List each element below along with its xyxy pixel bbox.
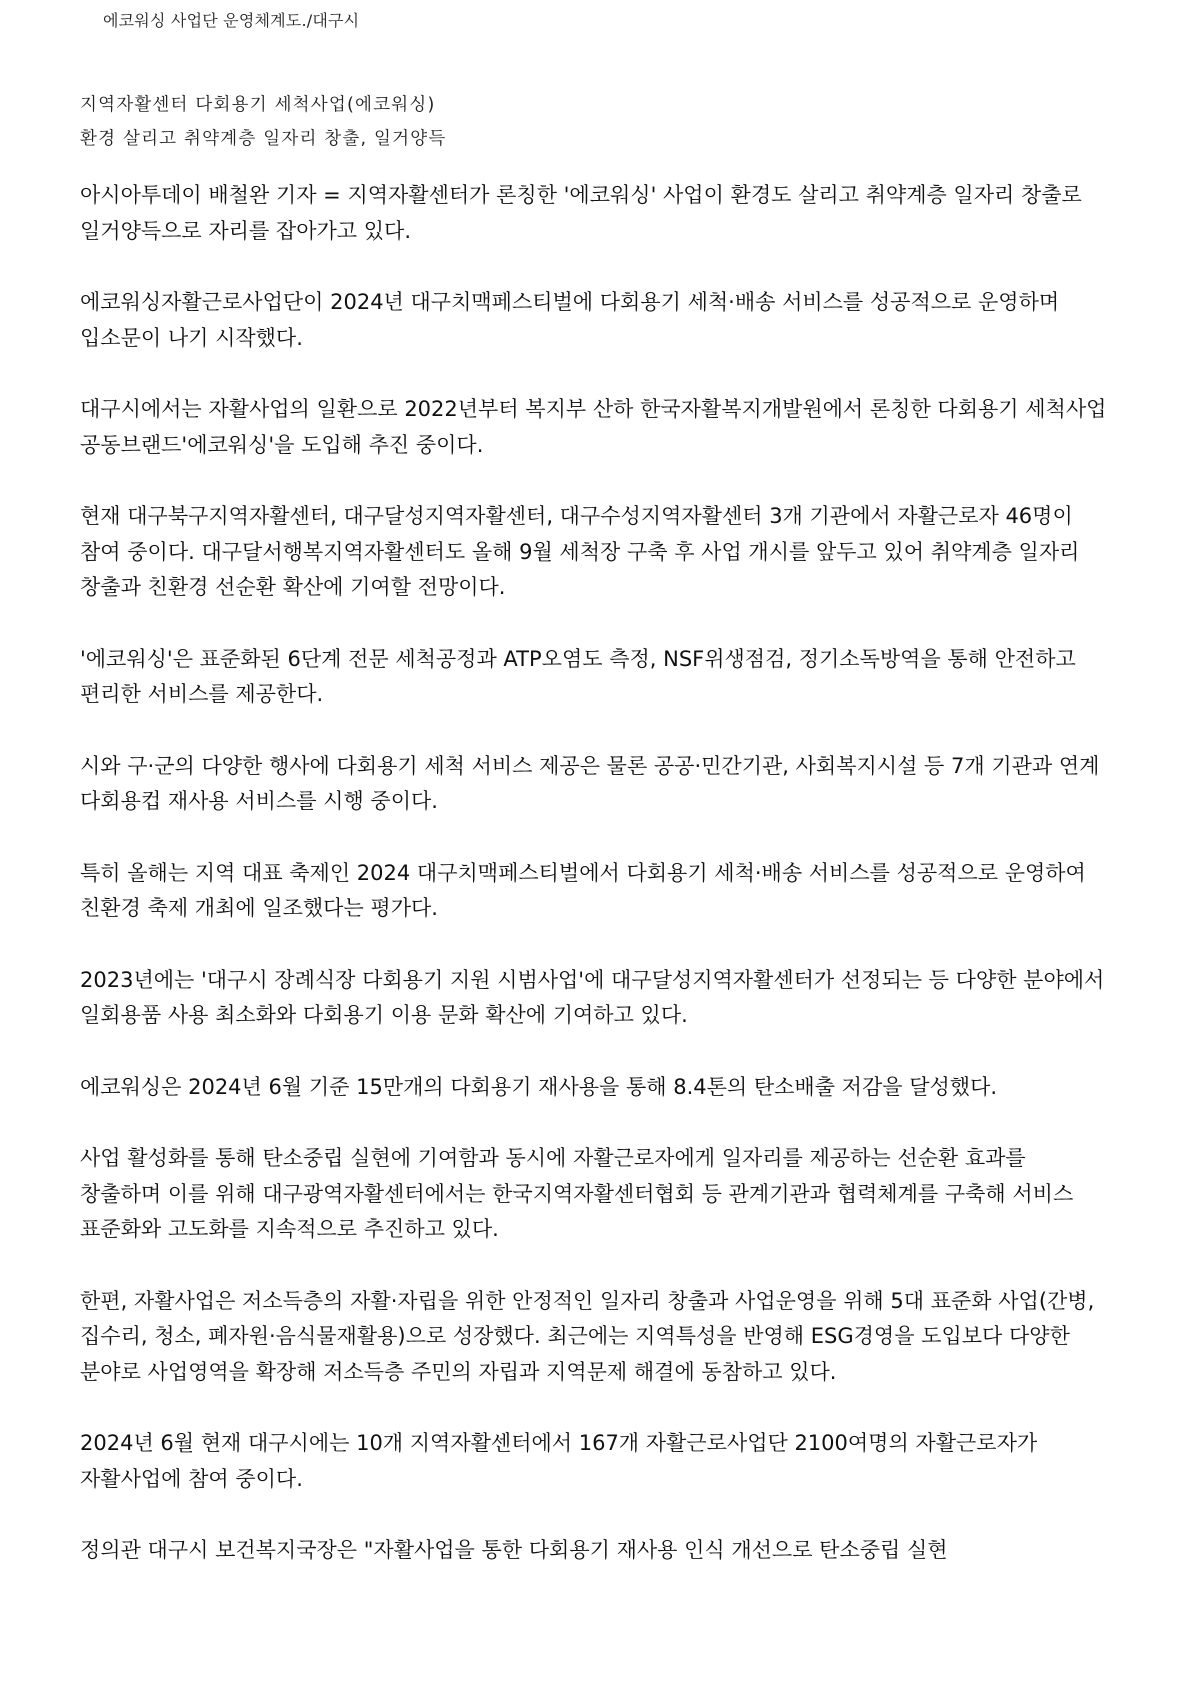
paragraph: 아시아투데이 배철완 기자 = 지역자활센터가 론칭한 '에코워싱' 사업이 환경도 살리고 취약계층 일자리 창출로 일거양득으로 자리를 잡아가고 있다. (80, 183, 1082, 243)
paragraph: 한편, 자활사업은 저소득층의 자활·자립을 위한 안정적인 일자리 창출과 사업운영을 위해 5대 표준화 사업(간병, 집수리, 청소, 폐자원·음식물재활용)으로 성장했다. 최근에는 지역특성을 반영해 ESG경영을 도입보다 다양한 분야로 사업영역을 확장해 저소득층 주민의 자립과 지역문제 해결에 동참하고 있다. (80, 1288, 1095, 1384)
paragraph: 현재 대구북구지역자활센터, 대구달성지역자활센터, 대구수성지역자활센터 3개 기관에서 자활근로자 46명이 참여 중이다. 대구달서행복지역자활센터도 올해 9월 세척장 구축 후 사업 개시를 앞두고 있어 취약계층 일자리 창출과 친환경 선순환 확산에 기여할 전망이다. (80, 504, 1080, 599)
paragraph: '에코워싱'은 표준화된 6단계 전문 세척공정과 ATP오염도 측정, NSF위생점검, 정기소독방역을 통해 안전하고 편리한 서비스를 제공한다. (80, 646, 1076, 706)
paragraph: 대구시에서는 자활사업의 일환으로 2022년부터 복지부 산하 한국자활복지개발원에서 론칭한 다회용기 세척사업 공동브랜드'에코워싱'을 도입해 추진 중이다. (80, 397, 1107, 457)
paragraph: 에코워싱자활근로사업단이 2024년 대구치맥페스티벌에 다회용기 세척·배송 서비스를 성공적으로 운영하며 입소문이 나기 시작했다. (80, 290, 1060, 350)
article-body (80, 178, 1110, 1605)
subheadings (80, 88, 446, 156)
subheading-2: 환경 살리고 취약계층 일자리 창출, 일거양득 (80, 129, 447, 149)
paragraph: 정의관 대구시 보건복지국장은 "자활사업을 통한 다회용기 재사용 인식 개선으로 탄소중립 실현 (80, 1538, 948, 1562)
paragraph: 2024년 6월 현재 대구시에는 10개 지역자활센터에서 167개 자활근로사업단 2100여명의 자활근로자가 자활사업에 참여 중이다. (80, 1431, 1038, 1491)
paragraph: 특히 올해는 지역 대표 축제인 2024 대구치맥페스티벌에서 다회용기 세척·배송 서비스를 성공적으로 운영하여 친환경 축제 개최에 일조했다는 평가다. (80, 860, 1086, 920)
paragraph: 에코워싱은 2024년 6월 기준 15만개의 다회용기 재사용을 통해 8.4톤의 탄소배출 저감을 달성했다. (80, 1074, 998, 1099)
image-caption: 에코워싱 사업단 운영체계도./대구시 (103, 11, 360, 30)
paragraph: 2023년에는 '대구시 장례식장 다회용기 지원 시범사업'에 대구달성지역자활센터가 선정되는 등 다양한 분야에서 일회용품 사용 최소화와 다회용기 이용 문화 확산에 기여하고 있다. (80, 967, 1105, 1027)
paragraph: 사업 활성화를 통해 탄소중립 실현에 기여함과 동시에 자활근로자에게 일자리를 제공하는 선순환 효과를 창출하며 이를 위해 대구광역자활센터에서는 한국지역자활센터협회 등 관계기관과 협력체계를 구축해 서비스 표준화와 고도화를 지속적으로 추진하고 있다. (80, 1146, 1074, 1241)
paragraph: 시와 구·군의 다양한 행사에 다회용기 세척 서비스 제공은 물론 공공·민간기관, 사회복지시설 등 7개 기관과 연계 다회용컵 재사용 서비스를 시행 중이다. (80, 753, 1100, 813)
subheading-1: 지역자활센터 다회용기 세척사업(에코워싱) (80, 95, 436, 115)
